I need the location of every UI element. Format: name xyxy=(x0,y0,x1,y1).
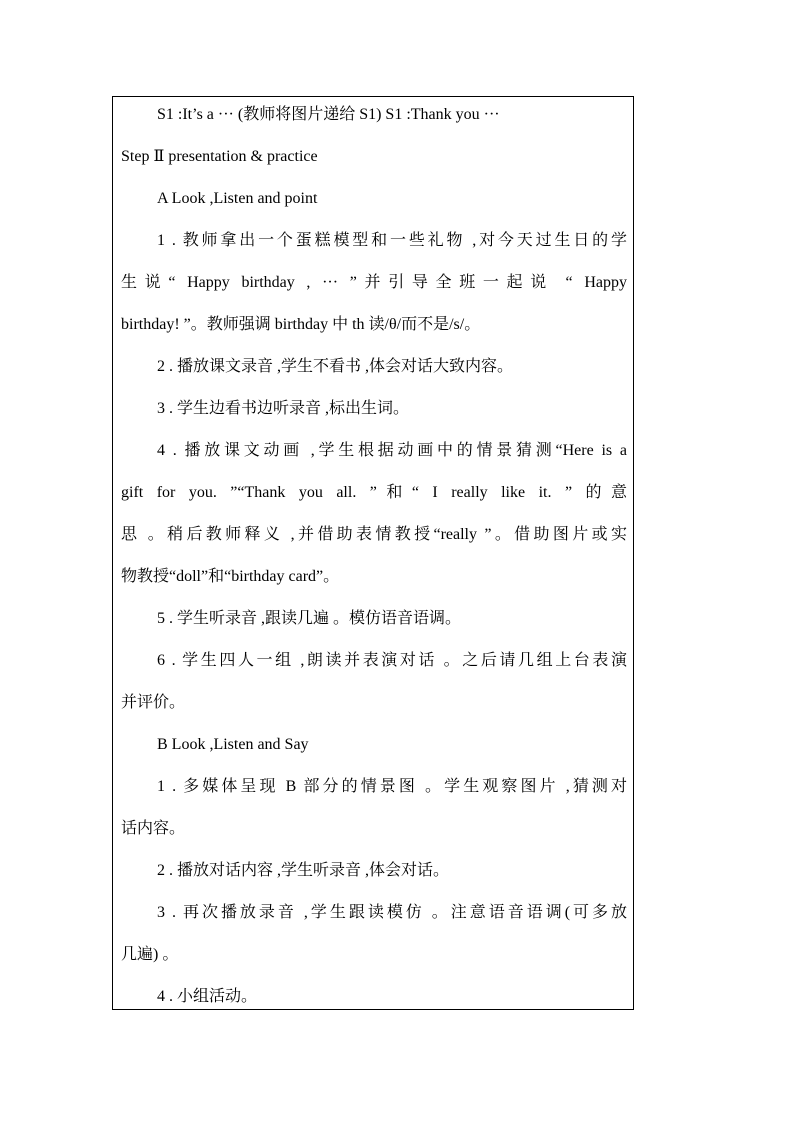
section-heading-b: B Look ,Listen and Say xyxy=(157,736,309,753)
text-line: gift for you. ”“Thank you all. ”和“ I really like it. ” 的意 xyxy=(121,484,627,501)
text-line: 2 . 播放课文录音 ,学生不看书 ,体会对话大致内容。 xyxy=(157,358,514,375)
text-line: 物教授“doll”和“birthday card”。 xyxy=(121,568,340,585)
text-line: 几遍) 。 xyxy=(121,946,179,963)
text-line: 6 . 学生四人一组 ,朗读并表演对话 。之后请几组上台表演 xyxy=(157,652,627,669)
text-line: birthday! ”。教师强调 birthday 中 th 读/θ/而不是/s/。 xyxy=(121,316,481,333)
text-line: S1 :It’s a ··· (教师将图片递给 S1) S1 :Thank you ··· xyxy=(157,106,500,123)
text-line: 4 . 播放课文动画 ,学生根据动画中的情景猜测“Here is a xyxy=(157,442,627,459)
text-line: 5 . 学生听录音 ,跟读几遍 。模仿语音语调。 xyxy=(157,610,462,627)
text-line: 生说“ Happy birthday , ··· ”并引导全班一起说 “ Happy xyxy=(121,274,627,291)
text-line: 2 . 播放对话内容 ,学生听录音 ,体会对话。 xyxy=(157,862,450,879)
text-line: 话内容。 xyxy=(121,820,186,837)
text-line: 思 。稍后教师释义 ,并借助表情教授“really ”。借助图片或实 xyxy=(121,526,627,543)
lesson-plan-box xyxy=(112,96,634,1010)
text-line: 1 . 多媒体呈现 B 部分的情景图 。学生观察图片 ,猜测对 xyxy=(157,778,627,795)
section-heading-a: A Look ,Listen and point xyxy=(157,190,318,207)
text-line: 1 . 教师拿出一个蛋糕模型和一些礼物 ,对今天过生日的学 xyxy=(157,232,627,249)
text-line: 3 . 再次播放录音 ,学生跟读模仿 。注意语音语调(可多放 xyxy=(157,904,627,921)
text-line: 3 . 学生边看书边听录音 ,标出生词。 xyxy=(157,400,410,417)
step-heading: Step Ⅱ presentation & practice xyxy=(121,148,318,165)
text-line: 4 . 小组活动。 xyxy=(157,988,258,1005)
text-line: 并评价。 xyxy=(121,694,186,711)
